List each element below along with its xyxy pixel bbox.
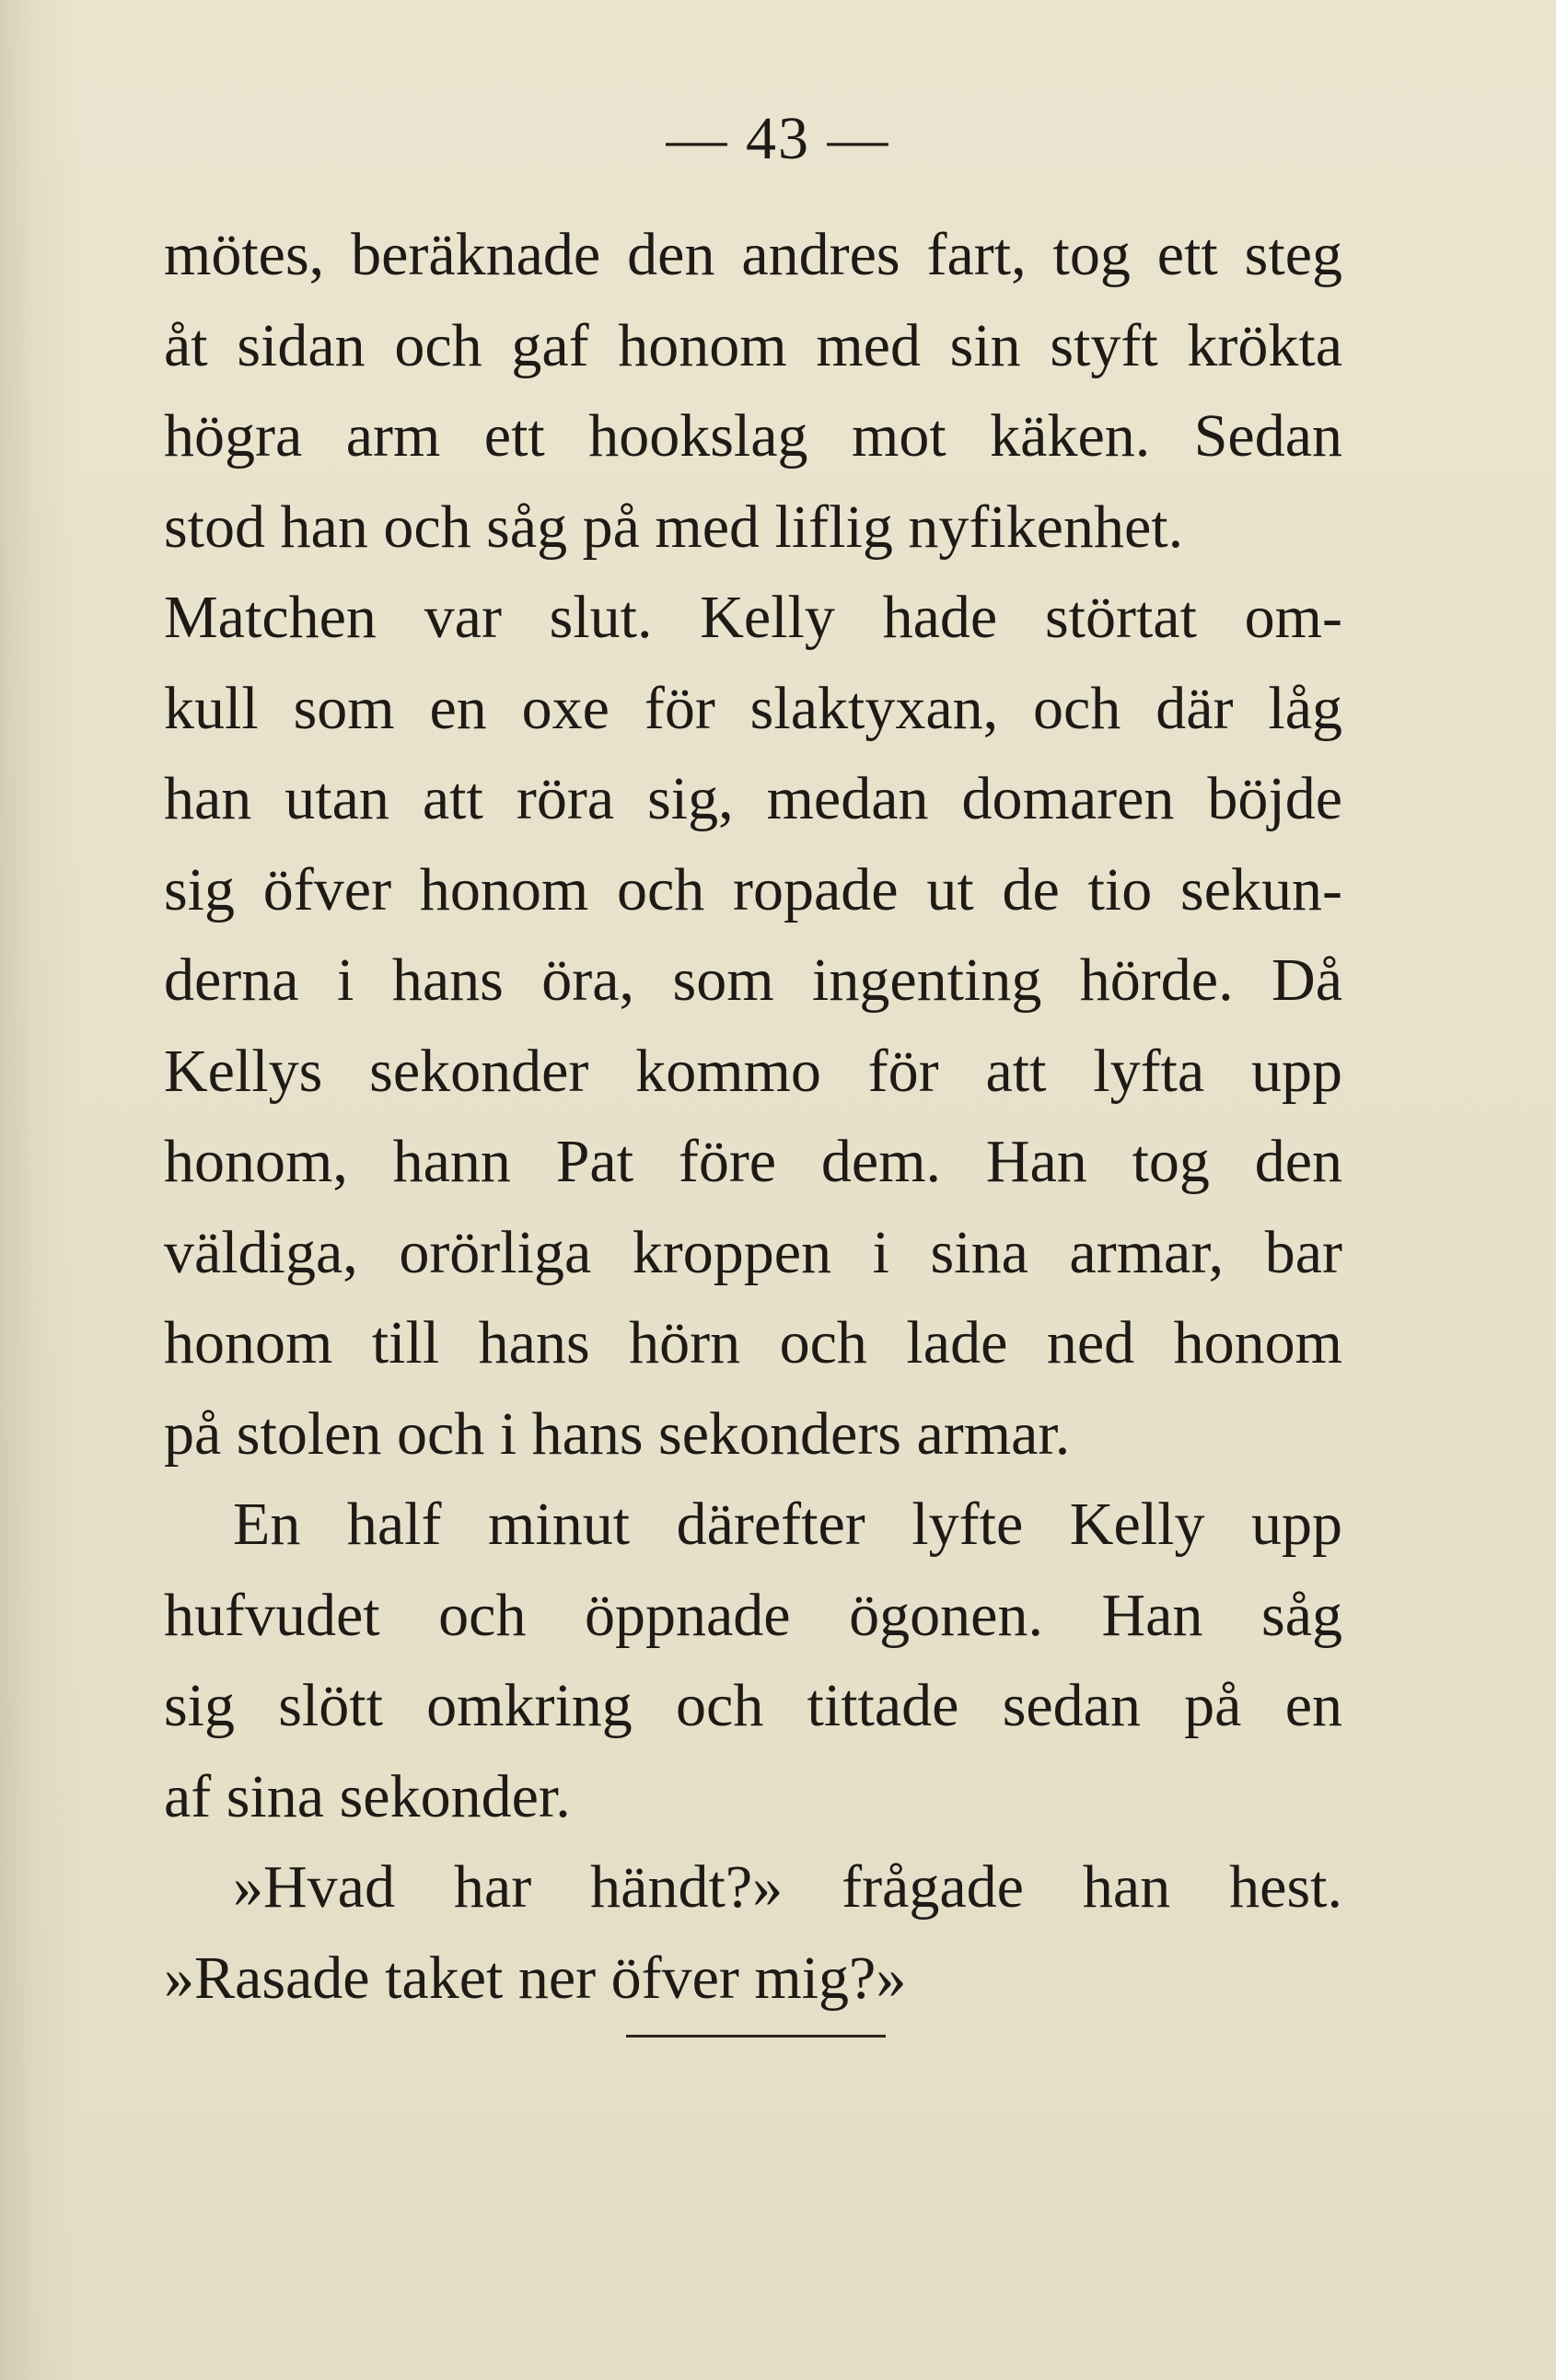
section-end-rule (626, 2035, 886, 2038)
text-line: »Hvad har händt?» frågade han hest. (233, 1853, 1342, 1921)
body-text (164, 210, 1342, 2024)
text-line: »Rasade taket ner öfver mig?» (164, 1944, 907, 2012)
text-line: sig slött omkring och tittade sedan på en (164, 1672, 1342, 1739)
text-line: af sina sekonder. (164, 1762, 571, 1830)
text-line: En half minut därefter lyfte Kelly upp (233, 1491, 1342, 1558)
text-line: honom, hann Pat före dem. Han tog den (164, 1128, 1342, 1195)
text-line: hufvudet och öppnade ögonen. Han såg (164, 1581, 1342, 1649)
text-line: sig öfver honom och ropade ut de tio sekun- (164, 855, 1342, 923)
text-line: han utan att röra sig, medan domaren böjde (164, 765, 1342, 832)
text-line: Matchen var slut. Kelly hade störtat om- (164, 584, 1342, 651)
text-line: på stolen och i hans sekonders armar. (164, 1399, 1071, 1468)
text-line: åt sidan och gaf honom med sin styft krökta (164, 311, 1342, 379)
text-line: väldiga, orörliga kroppen i sina armar, bar (164, 1218, 1342, 1286)
text-line: Kellys sekonder kommo för att lyfta upp (164, 1037, 1342, 1105)
text-line: mötes, beräknade den andres fart, tog ett steg (164, 221, 1342, 288)
text-line: derna i hans öra, som ingenting hörde. Då (164, 946, 1342, 1014)
text-line: kull som en oxe för slaktyxan, och där låg (164, 674, 1342, 742)
page-number: — 43 — (666, 105, 890, 172)
text-line: stod han och såg på med liflig nyfikenhet. (164, 493, 1184, 561)
text-line: högra arm ett hookslag mot käken. Sedan (164, 402, 1342, 470)
text-line: honom till hans hörn och lade ned honom (164, 1309, 1342, 1376)
